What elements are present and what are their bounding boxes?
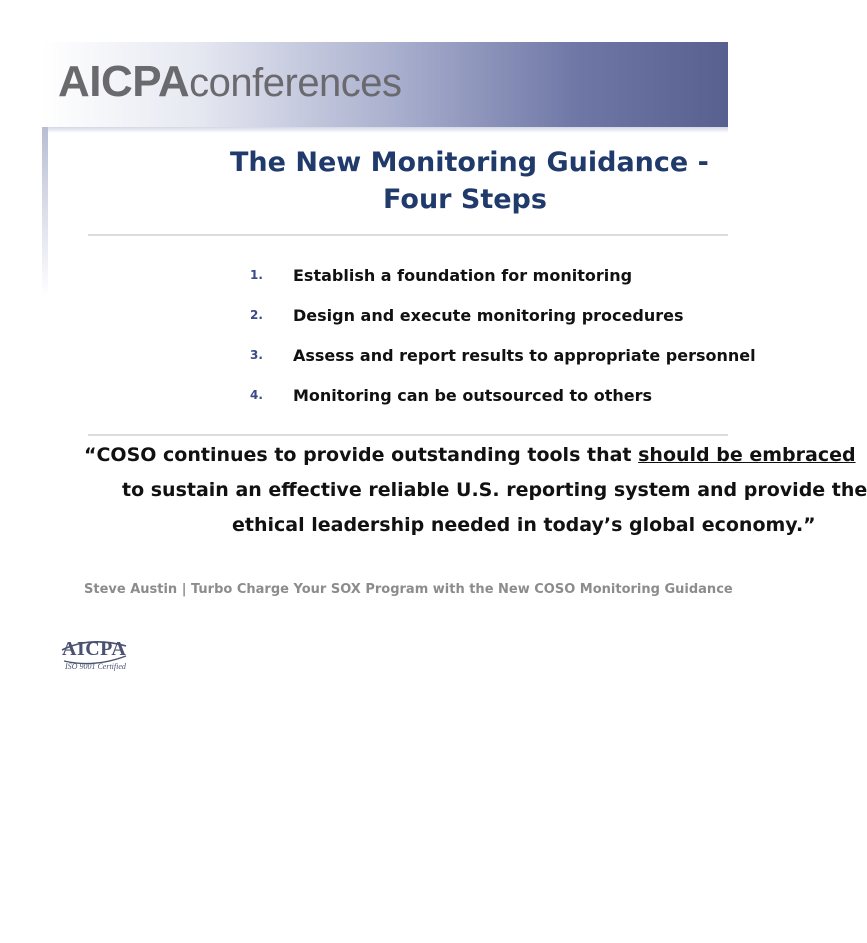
slide-title <box>230 144 709 218</box>
step-number: 4. <box>250 388 263 402</box>
quote-line-1-text: “COSO continues to provide outstanding tools that <box>84 444 639 466</box>
side-shadow <box>42 127 48 297</box>
quote-underlined-text: should be embraced <box>638 444 856 466</box>
step-text: Establish a foundation for monitoring <box>293 266 633 285</box>
logo-light-text: conferences <box>189 61 402 105</box>
step-text: Design and execute monitoring procedures <box>293 306 684 325</box>
badge-word: AICPA <box>62 638 127 660</box>
badge-subtitle: ISO 9001 Certified <box>65 662 126 671</box>
title-line-1: The New Monitoring Guidance - <box>230 147 709 178</box>
step-number: 1. <box>250 268 263 282</box>
step-text: Monitoring can be outsourced to others <box>293 386 653 405</box>
step-number: 3. <box>250 348 263 362</box>
step-text: Assess and report results to appropriate personnel <box>293 346 756 365</box>
top-divider <box>88 234 728 236</box>
step-number: 2. <box>250 308 263 322</box>
title-line-2: Four Steps <box>383 184 547 215</box>
quote-line-2: to sustain an effective reliable U.S. reporting system and provide the <box>122 479 867 501</box>
logo-bold-text: AICPA <box>58 57 190 106</box>
coso-quote <box>84 438 867 543</box>
bottom-divider <box>88 434 728 436</box>
banner-shadow <box>42 127 728 133</box>
quote-line-3: ethical leadership needed in today’s global economy.” <box>232 514 816 536</box>
quote-line-1 <box>84 438 856 473</box>
aicpa-conferences-logo <box>58 57 402 106</box>
footer-text: Steve Austin | Turbo Charge Your SOX Program with the New COSO Monitoring Guidance <box>84 582 733 597</box>
aicpa-iso-badge-logo <box>60 638 128 680</box>
